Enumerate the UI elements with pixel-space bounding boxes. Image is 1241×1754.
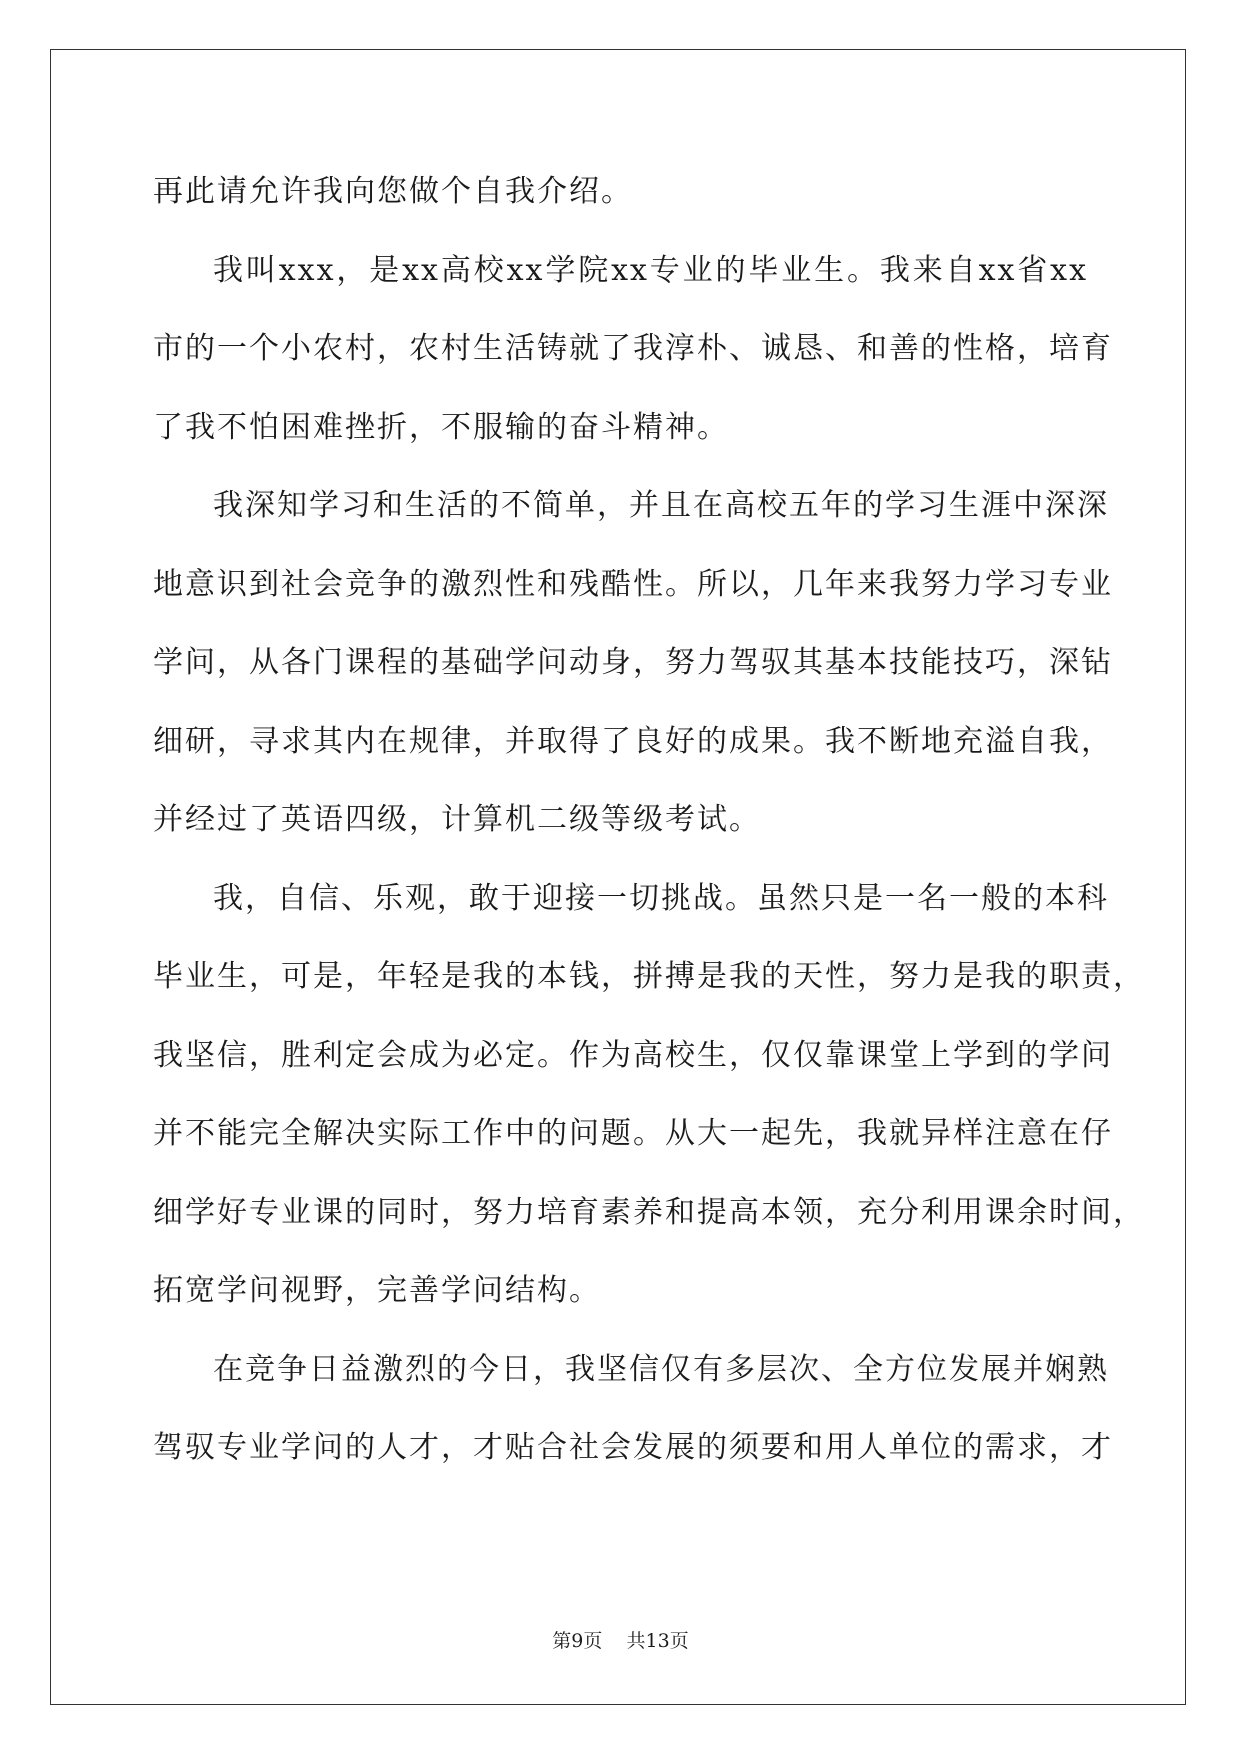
text-line: 我坚信，胜利定会成为必定。作为高校生，仅仅靠课堂上学到的学问 xyxy=(153,1037,1113,1073)
footer-spacer xyxy=(602,1630,626,1652)
text-line: 细学好专业课的同时，努力培育素养和提高本领，充分利用课余时间， xyxy=(153,1194,1145,1230)
text-line: 学问，从各门课程的基础学问动身，努力驾驭其基本技能技巧，深钻 xyxy=(153,645,1113,680)
text-line: 并不能完全解决实际工作中的问题。从大一起先，我就异样注意在仔 xyxy=(153,1116,1113,1151)
text-line: 我叫xxx，是xx高校xx学院xx专业的毕业生。我来自xx省xx xyxy=(213,252,1088,288)
page-footer xyxy=(0,1626,1241,1653)
document-body xyxy=(153,160,1145,1495)
text-line: 在竞争日益激烈的今日，我坚信仅有多层次、全方位发展并娴熟 xyxy=(213,1351,1109,1387)
text-line: 拓宽学问视野，完善学问结构。 xyxy=(153,1273,601,1308)
text-line: 毕业生，可是，年轻是我的本钱，拼搏是我的天性，努力是我的职责， xyxy=(153,959,1145,994)
text-line: 我，自信、乐观，敢于迎接一切挑战。虽然只是一名一般的本科 xyxy=(213,880,1109,916)
text-line: 细研，寻求其内在规律，并取得了良好的成果。我不断地充溢自我， xyxy=(153,723,1113,759)
text-line: 了我不怕困难挫折，不服输的奋斗精神。 xyxy=(153,409,729,445)
text-line: 并经过了英语四级，计算机二级等级考试。 xyxy=(153,802,761,837)
text-line: 我深知学习和生活的不简单，并且在高校五年的学习生涯中深深 xyxy=(213,488,1109,523)
text-line: 驾驭专业学问的人才，才贴合社会发展的须要和用人单位的需求，才 xyxy=(153,1430,1113,1465)
page-total: 共13页 xyxy=(626,1630,689,1652)
text-line: 市的一个小农村，农村生活铸就了我淳朴、诚恳、和善的性格，培育 xyxy=(153,331,1113,366)
page-number: 第9页 xyxy=(552,1630,603,1652)
text-line: 地意识到社会竞争的激烈性和残酷性。所以，几年来我努力学习专业 xyxy=(153,566,1113,602)
text-line: 再此请允许我向您做个自我介绍。 xyxy=(153,174,633,209)
